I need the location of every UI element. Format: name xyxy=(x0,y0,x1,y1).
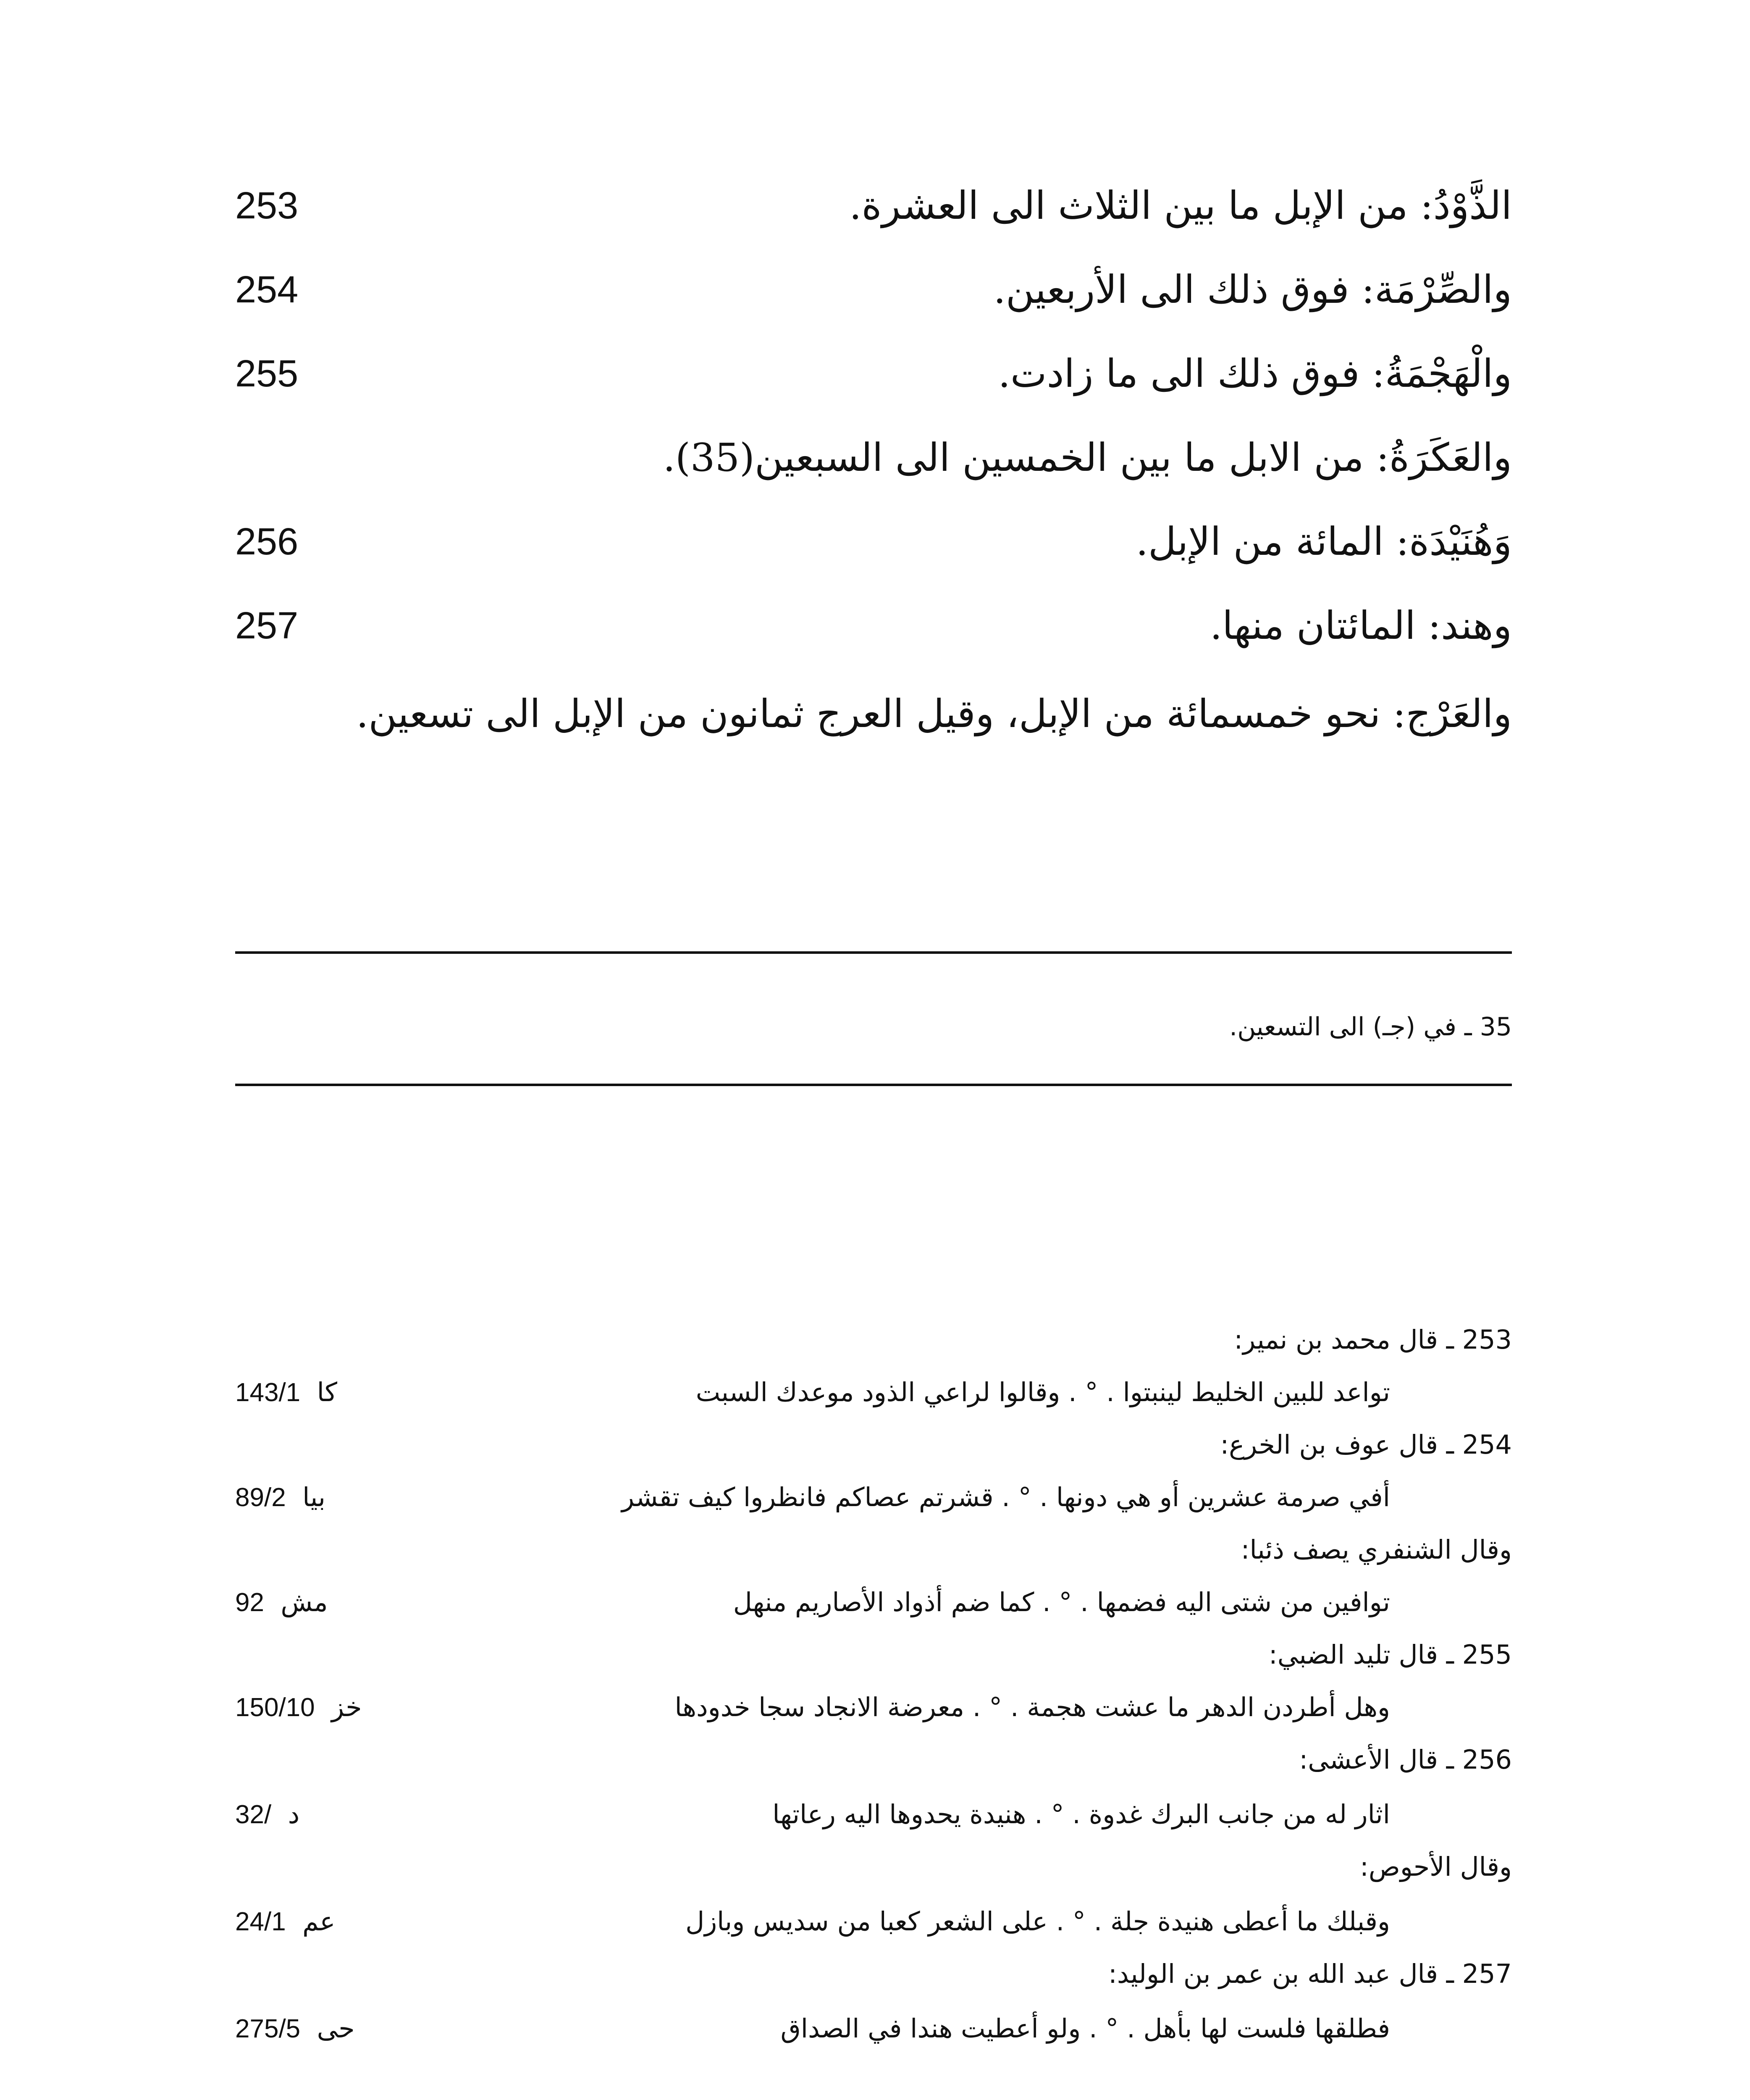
citation-intro-text: 254 ـ قال عوف بن الخرع: xyxy=(1220,1429,1512,1460)
reference-code: خز xyxy=(331,1692,362,1722)
apparatus-bottom-rule xyxy=(235,1084,1512,1086)
citation-intro-text: 253 ـ قال محمد بن نمير: xyxy=(1234,1324,1512,1355)
entry-text: وهند: المائتان منها. xyxy=(1210,603,1512,648)
entry-line xyxy=(235,252,1512,328)
citation-intro-text: وقال الشنفري يصف ذئبا: xyxy=(1241,1534,1512,1565)
entry-line xyxy=(235,336,1512,412)
apparatus-note: 35 ـ في (جـ) الى التسعين. xyxy=(1229,1012,1512,1042)
source-reference xyxy=(235,1470,325,1525)
citation-verse xyxy=(235,2001,1512,2056)
reference-number: 24/1 xyxy=(235,1907,286,1936)
entry-text: وَهُنَيْدَة: المائة من الإبل. xyxy=(1136,519,1512,564)
entry-line xyxy=(235,588,1512,664)
verse-text: وقبلك ما أعطى هنيدة جلة . ° . على الشعر كعبا من سديس وبازل xyxy=(685,1906,1390,1937)
entry-number: 254 xyxy=(235,269,299,311)
reference-code: كا xyxy=(317,1377,337,1407)
citation-verse xyxy=(235,1470,1512,1525)
reference-number: 150/10 xyxy=(235,1693,315,1722)
verse-text: تواعد للبين الخليط لينبتوا . ° . وقالوا لراعي الذود موعدك السبت xyxy=(695,1377,1390,1407)
citation-verse xyxy=(235,1680,1512,1735)
citation-intro xyxy=(235,1418,1512,1472)
entry-text: والصِّرْمَة: فوق ذلك الى الأربعين. xyxy=(993,267,1512,312)
entry-number: 257 xyxy=(235,605,299,647)
citation-verse xyxy=(235,1894,1512,1949)
entry-line xyxy=(235,420,1512,496)
citation-intro xyxy=(235,1522,1512,1577)
reference-number: 32/ xyxy=(235,1800,272,1829)
entry-line xyxy=(235,676,1512,752)
entry-text: والعَرْج: نحو خمسمائة من الإبل، وقيل العرج ثمانون من الإبل الى تسعين. xyxy=(356,691,1512,736)
reference-number: 143/1 xyxy=(235,1378,301,1407)
entry-number: 253 xyxy=(235,185,299,227)
reference-code: بيا xyxy=(302,1482,325,1512)
reference-code: مش xyxy=(281,1587,328,1617)
reference-number: 89/2 xyxy=(235,1483,286,1512)
citation-verse xyxy=(235,1575,1512,1630)
verse-text: أفي صرمة عشرين أو هي دونها . ° . قشرتم عصاكم فانظروا كيف تقشر xyxy=(622,1482,1390,1512)
verse-text: فطلقها فلست لها بأهل . ° . ولو أعطيت هندا في الصداق xyxy=(780,2013,1390,2044)
reference-number: 275/5 xyxy=(235,2014,301,2043)
source-reference xyxy=(235,1575,328,1630)
citation-verse xyxy=(235,1365,1512,1420)
citation-intro-text: 256 ـ قال الأعشى: xyxy=(1299,1744,1512,1775)
citation-intro-text: 257 ـ قال عبد الله بن عمر بن الوليد: xyxy=(1108,1958,1512,1989)
source-reference xyxy=(235,1365,337,1420)
source-reference xyxy=(235,1680,362,1735)
apparatus-top-rule xyxy=(235,951,1512,954)
reference-number: 92 xyxy=(235,1588,264,1617)
entry-number: 256 xyxy=(235,521,299,563)
source-reference xyxy=(235,2001,355,2056)
entry-number: 255 xyxy=(235,353,299,395)
reference-code: حى xyxy=(317,2013,355,2044)
verse-text: وهل أطردن الدهر ما عشت هجمة . ° . معرضة الانجاد سجا خدودها xyxy=(674,1692,1390,1722)
source-reference xyxy=(235,1787,299,1842)
verse-text: توافين من شتى اليه فضمها . ° . كما ضم أذواد الأصاريم منهل xyxy=(733,1587,1390,1617)
citation-intro xyxy=(235,1840,1512,1894)
entry-line xyxy=(235,168,1512,244)
entry-text: والْهَجْمَةُ: فوق ذلك الى ما زادت. xyxy=(998,351,1512,396)
citation-intro xyxy=(235,1628,1512,1682)
verse-text: اثار له من جانب البرك غدوة . ° . هنيدة يحدوها اليه رعاتها xyxy=(772,1799,1390,1830)
source-reference xyxy=(235,1894,335,1949)
entry-line xyxy=(235,504,1512,580)
entry-text: الذَّوْدُ: من الإبل ما بين الثلاث الى العشرة. xyxy=(849,183,1512,228)
citation-intro-text: وقال الأحوص: xyxy=(1359,1851,1512,1882)
citation-intro-text: 255 ـ قال تليد الضبي: xyxy=(1268,1639,1512,1670)
citation-intro xyxy=(235,1947,1512,2001)
entry-text: والعَكَرَةُ: من الابل ما بين الخمسين الى السبعين(35). xyxy=(663,435,1512,480)
citation-intro xyxy=(235,1312,1512,1367)
citation-verse xyxy=(235,1787,1512,1842)
citation-intro xyxy=(235,1732,1512,1787)
reference-code: د xyxy=(288,1799,300,1830)
reference-code: عم xyxy=(302,1906,336,1937)
